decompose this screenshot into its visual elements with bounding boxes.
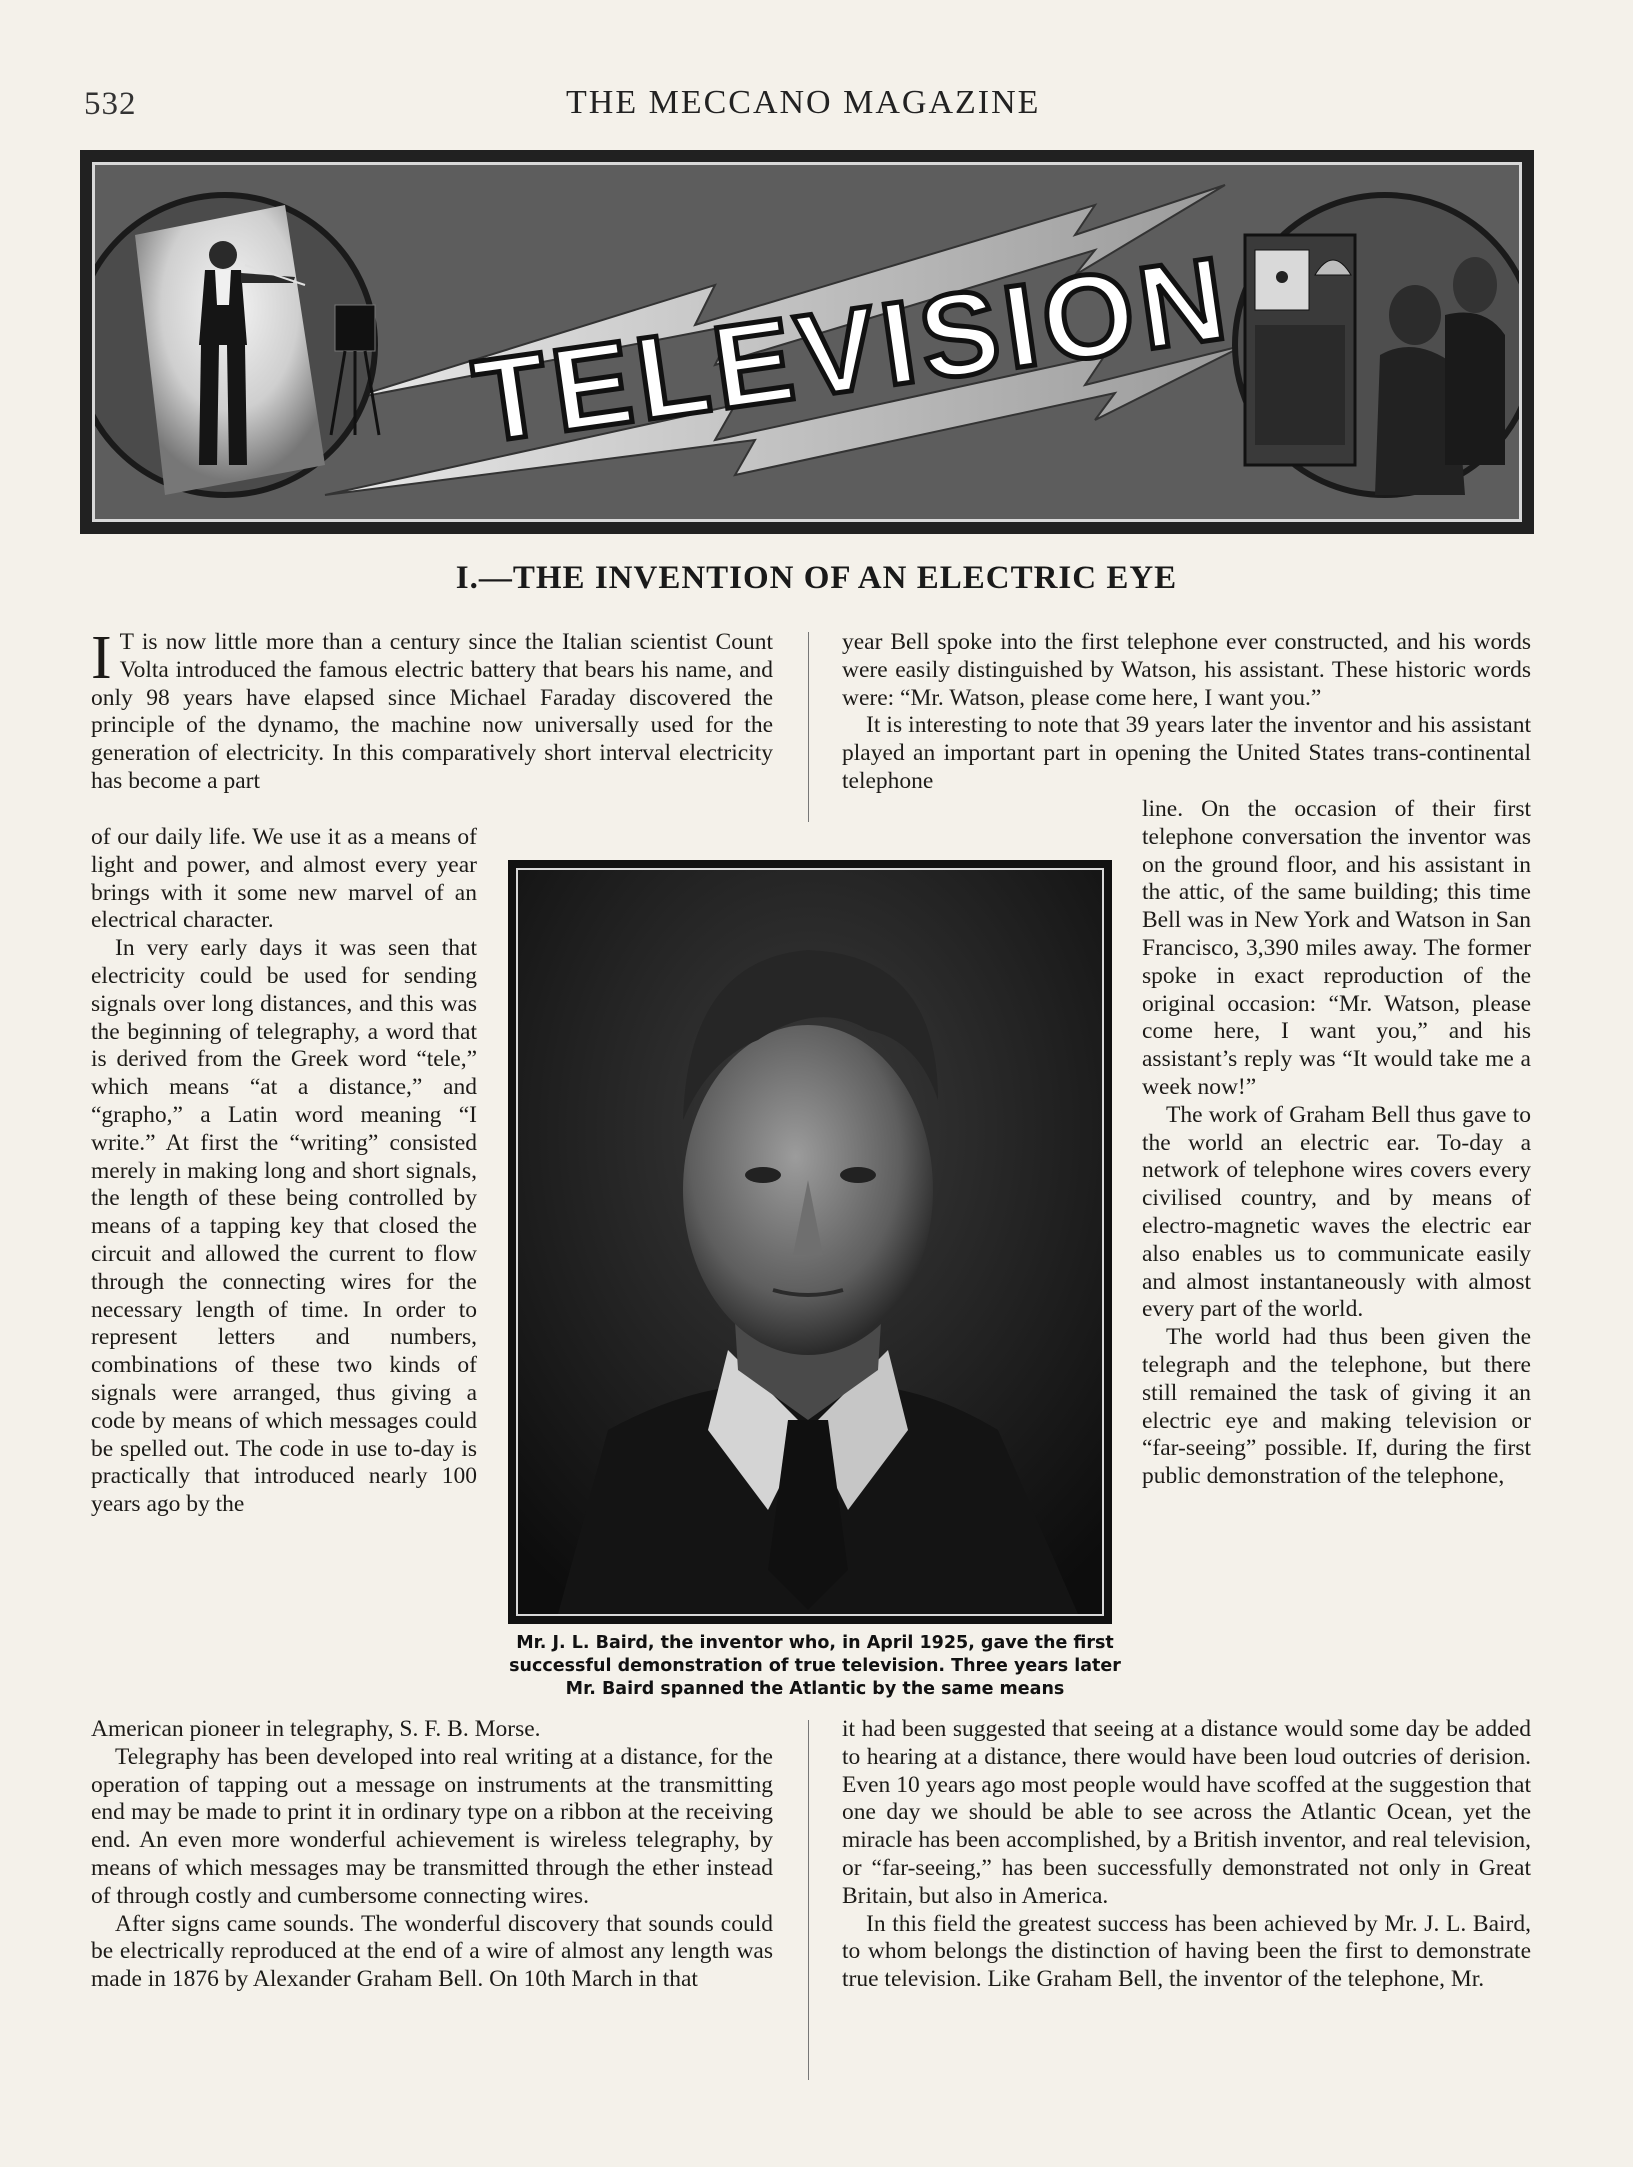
paragraph: In this field the greatest success has been achieved by Mr. J. L. Baird, to whom belongs the distinction of having been the first to demonstrate true television. Like Graham Bell, the inventor of the telephone, Mr.	[842, 1910, 1531, 1993]
paragraph: In very early days it was seen that electricity could be used for sending signals over long distances, and this was the beginning of telegraphy, a word that is derived from the Greek word “tele,” which means “at a distance,” and “grapho,” a Latin word meaning “I write.” At first the “writing” consisted merely in making long and short signals, the length of these being controlled by means of a tapping key that closed the circuit and allowed the current to flow through the connecting wires for the necessary length of time. In order to represent letters and numbers, combinations of these two kinds of signals were arranged, thus giving a code by means of which messages could be spelled out. The code in use to-day is practically that introduced nearly 100 years ago by the	[91, 935, 477, 1518]
column-1-narrow	[91, 824, 477, 1519]
paragraph: The work of Graham Bell thus gave to the world an electric ear. To-day a network of telephone wires covers every civilised country, and by means of electro-magnetic waves the electric ear also enables us to communicate easily and almost instantaneously with almost every part of the world.	[1142, 1101, 1531, 1323]
paragraph: American pioneer in telegraphy, S. F. B. Morse.	[91, 1716, 541, 1742]
column-2-top	[842, 629, 1531, 796]
banner-frame	[92, 162, 1522, 522]
column-1-top	[91, 624, 773, 796]
column-2-narrow	[1142, 796, 1531, 1491]
paragraph: The world had thus been given the telegraph and the telephone, but there still remained the task of giving it an electric eye and making television or “far-seeing” possible. If, during the first public demonstration of the telephone,	[1142, 1324, 1531, 1490]
baird-portrait	[518, 870, 1102, 1614]
banner-illustration	[95, 165, 1519, 519]
column-2-bottom	[842, 1716, 1531, 1994]
photo-caption: Mr. J. L. Baird, the inventor who, in April 1925, gave the first successful demonstration of true television. Three years later Mr. Baird spanned the Atlantic by the same means	[509, 1633, 1121, 1699]
drop-cap: I	[91, 624, 112, 692]
paragraph: Telegraphy has been developed into real writing at a distance, for the operation of tapping out a message on instruments at the transmitting end may be made to print it in ordinary type on a ribbon at the receiving end. An even more wonderful achievement is wireless telegraphy, by means of which messages may be transmitted through the ether instead of through costly and cumbersome connecting wires.	[91, 1743, 773, 1909]
paragraph: it had been suggested that seeing at a distance would some day be added to hearing at a distance, there would have been loud outcries of derision. Even 10 years ago most people would have scoffed at the suggestion that one day we should be able to see across the Atlantic Ocean, yet the miracle has been accomplished, by a British inventor, and real television, or “far-seeing,” has been successfully demonstrated not only in Great Britain, but also in America.	[842, 1716, 1531, 1909]
page-number: 532	[84, 86, 137, 122]
article-headline: I.—THE INVENTION OF AN ELECTRIC EYE	[455, 560, 1178, 596]
violinist-vignette	[95, 195, 379, 495]
column-1-bottom	[91, 1716, 773, 1994]
column-rule	[808, 1720, 809, 2080]
column-rule	[808, 632, 809, 822]
television-banner	[80, 150, 1534, 534]
paragraph: of our daily life. We use it as a means of light and power, and almost every year brings with it some new marvel of an electrical character.	[91, 824, 477, 934]
paragraph: It is interesting to note that 39 years later the inventor and his assistant played an important part in opening the United States trans-continental telephone	[842, 712, 1531, 794]
portrait-photo	[508, 860, 1112, 1624]
paragraph: T is now little more than a century since the Italian scientist Count Volta introduced the famous electric battery that bears his name, and only 98 years have elapsed since Michael Faraday discovered the principle of the dynamo, the machine now universally used for the generation of electricity. In this comparatively short interval electricity has become a part	[91, 629, 773, 794]
magazine-title: THE MECCANO MAGAZINE	[566, 84, 1041, 121]
viewers-vignette	[1235, 195, 1519, 495]
banner-title: TELEVISION	[466, 231, 1240, 469]
paragraph: year Bell spoke into the first telephone ever constructed, and his words were easily distinguished by Watson, his assistant. These historic words were: “Mr. Watson, please come here, I want you.”	[842, 629, 1531, 711]
paragraph: After signs came sounds. The wonderful discovery that sounds could be electrically reproduced at the end of a wire of almost any length was made in 1876 by Alexander Graham Bell. On 10th March in that	[91, 1910, 773, 1993]
paragraph: line. On the occasion of their first telephone conversation the inventor was on the ground floor, and his assistant in the attic, of the same building; this time Bell was in New York and Watson in San Francisco, 3,390 miles away. The former spoke in exact reproduction of the original occasion: “Mr. Watson, please come here, I want you,” and his assistant’s reply was “It would take me a week now!”	[1142, 796, 1531, 1100]
photo-border	[516, 868, 1104, 1616]
